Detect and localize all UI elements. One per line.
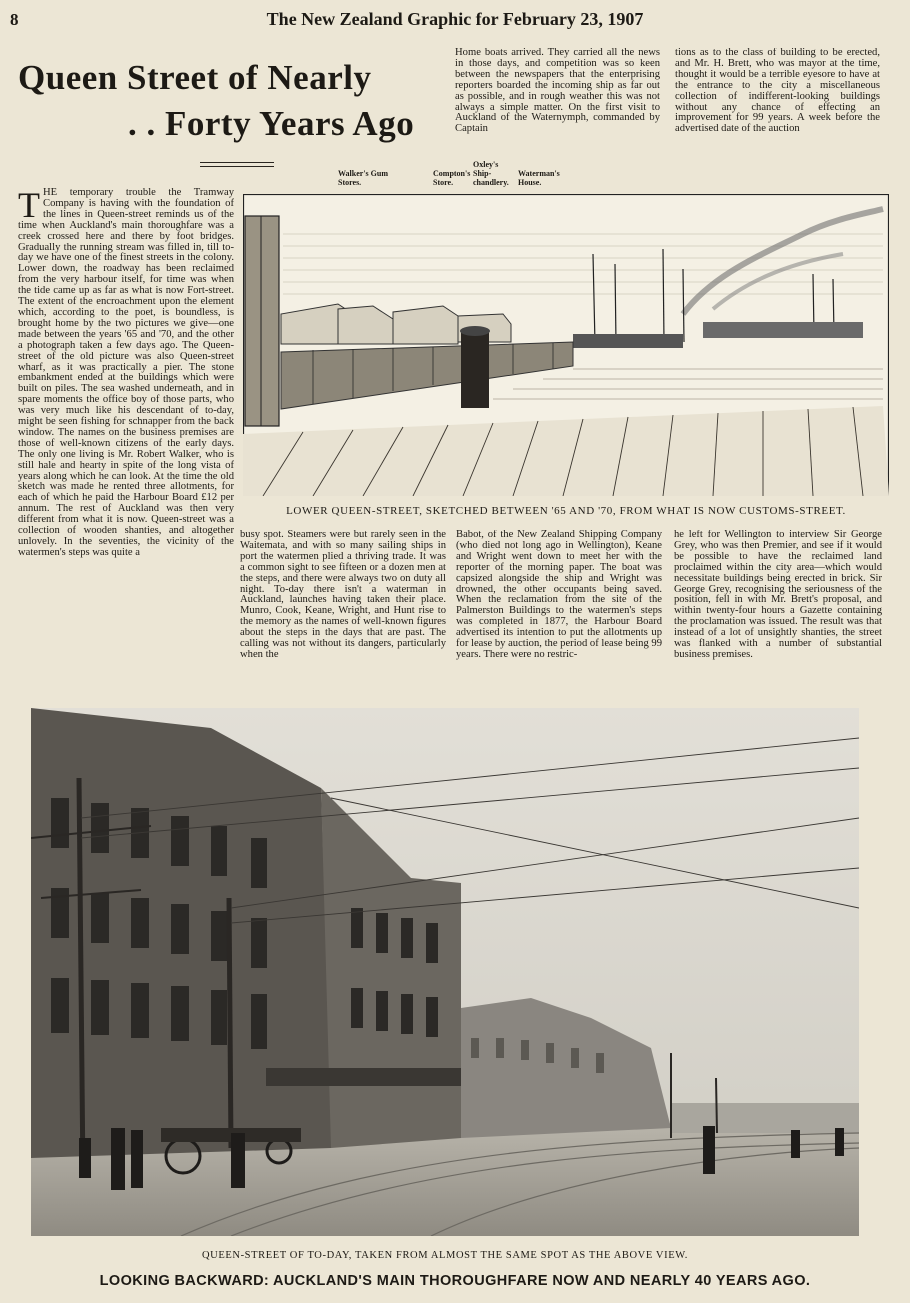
running-title: The New Zealand Graphic for February 23, 1907 (266, 9, 644, 29)
drop-cap: T (18, 188, 40, 225)
sketch-label-walkers: Walker's Gum Stores. (338, 169, 389, 187)
headline-line-2: . . Forty Years Ago (128, 104, 415, 143)
queen-street-photo-image (31, 708, 859, 1236)
sketch-label-comptons: Compton's Store. (433, 169, 471, 187)
article-column-3: Babot, of the New Zealand Shipping Company (who died not long ago in Wellington), Keane and Wright went down to meet her with the reporter of the morning paper. The boat was capsized alongside the ship and Wright was drowned, the other occupants being saved. When the reclamation from the site of the Palmerston Buildings to the watermen's steps was completed in 1877, the Harbour Board advertised its intention to put the allotments up for lease by auction, the period of lease being 99 years. There were no restric- (456, 530, 662, 660)
page-number: 8 (10, 10, 19, 29)
headline-rule-2 (200, 166, 274, 167)
article-column-2: busy spot. Steamers were but rarely seen in the Waitemata, and with so many sailing ships in port the watermen plied a thriving trade. It was a common sight to see fifteen or a dozen men at the steps, and there were always two on duty all night. To-day there isn't a waterman in Auckland, launches having taken their place. Munro, Cook, Keane, Wright, and Hunt rise to the memory as the names of well-known figures about the steps in the days that are past. The calling was not without its dangers, particularly when the (240, 530, 446, 660)
harbour-sketch-drawing (243, 194, 889, 496)
footer-title: LOOKING BACKWARD: AUCKLAND'S MAIN THOROUGHFARE NOW AND NEARLY 40 YEARS AGO. (99, 1273, 811, 1289)
sketch-caption: LOWER QUEEN-STREET, SKETCHED BETWEEN '65 AND '70, FROM WHAT IS NOW CUSTOMS-STREET. (286, 505, 846, 517)
headline-line-1: Queen Street of Nearly (18, 58, 372, 97)
photo-caption: QUEEN-STREET OF TO-DAY, TAKEN FROM ALMOST THE SAME SPOT AS THE ABOVE VIEW. (202, 1250, 688, 1261)
headline-rule (200, 162, 274, 163)
article-column-4-top: tions as to the class of building to be erected, and Mr. H. Brett, who was mayor at the time, thought it would be a terrible eyesore to have at the entrance to the city a miscellaneous collection of indifferent-looking buildings without any chance of effecting an improvement for 99 years. A week before the advertised date of the auction (675, 48, 880, 135)
sketch-label-waterman: Waterman's House. (518, 169, 560, 187)
article-column-3-top: Home boats arrived. They carried all the news in those days, and competition was so keen between the newspapers that the enterprising reporters boarded the incoming ship as far out as possible, and in rough weather this was not always a simple matter. On the first visit to Auckland of the Waternymph, commanded by Captain (455, 48, 660, 135)
sketch-label-oxleys: Oxley's Ship-chandlery. (473, 160, 509, 187)
column-1-text: HE temporary trouble the Tramway Company is having with the foundation of the lines in Queen-street reminds us of the time when Auckland's main thoroughfare was a creek crossed here and there by foot bridges. Gradually the running stream was filled in, till to-day we have one of the finest streets in the colony. Lower down, the roadway has been reclaimed from the very harbour itself, for time was when the tide came up as far as what is now Fort-street. The extent of the encroachment upon the element which, according to the poet, is boundless, is brought home by the two pictures we give—one made between the years '65 and '70, and the other a photograph taken a few days ago. The Queen-street of the old picture was also Queen-street wharf, as it was practically a pier. The stone embankment ended at the buildings which were built on piles. The sea washed underneath, and in spare moments the office boy of those parts, who was very much like his descendant of to-day, might be seen fishing for schnapper from the back window. The names on the business premises are those of well-known citizens of the early days. The only one living is Mr. Robert Walker, who is still hale and hearty in spite of the long vista of years along which he can look. At the time the old sketch was made he rented three allotments, for each of which he paid the Harbour Board £12 per annum. The rest of Auckland was then very different from what it is now. Queen-street was a collection of wooden shanties, and altogether unlovely. In the seventies, the vicinity of the watermen's steps was quite a (18, 188, 234, 558)
harbour-sketch (243, 194, 889, 496)
queen-street-photo (31, 708, 859, 1236)
article-column-1 (18, 188, 234, 710)
article-column-4: he left for Wellington to interview Sir George Grey, who was then Premier, and see if it would be possible to have the reclaimed land proclaimed within the city area—which would necessitate buildings being erected in brick. Sir George Grey, recognising the seriousness of the position, fell in with Mr. Brett's proposal, and within twenty-four hours a Gazette containing the proclamation was issued. The result was that instead of a lot of unsightly shanties, the street was flanked with a number of substantial business premises. (674, 530, 882, 660)
